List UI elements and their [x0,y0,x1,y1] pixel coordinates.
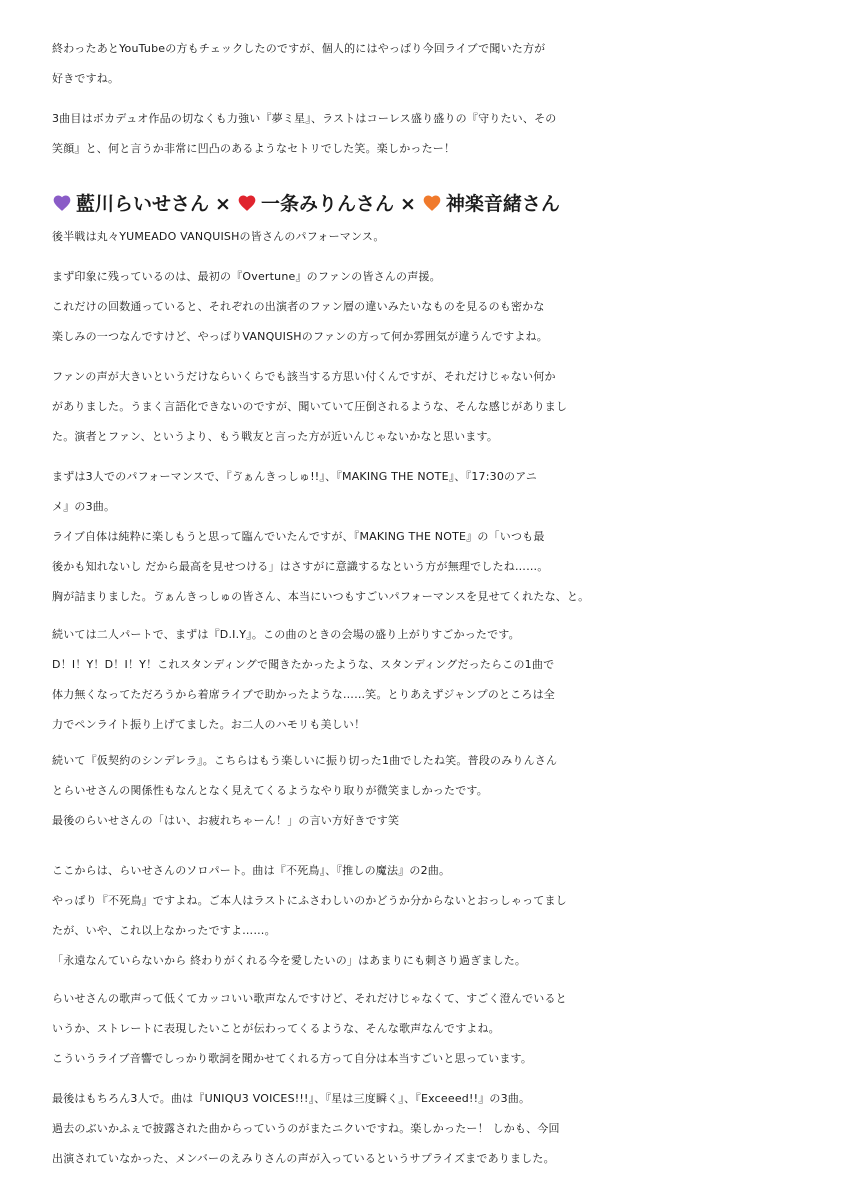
text-line: 楽しみの一つなんですけど、やっぱりVANQUISHのファンの方って何か雰囲気が違うんですよね。 [52,330,548,343]
paragraph-voice [52,984,812,1074]
separator: × [215,193,231,215]
text-line: 好きですね。 [52,72,120,85]
text-line: やっぱり『不死鳥』ですよね。ご本人はラストにふさわしいのかどうか分からないとおっしゃってまし [52,894,567,907]
paragraph-finale [52,1084,812,1174]
text-line: とらいせさんの関係性もなんとなく見えてくるようなやり取りが微笑ましかったです。 [52,784,488,797]
text-line: 3曲目はボカデュオ作品の切なくも力強い『夢ミ星』、ラストはコーレス盛り盛りの『守りたい、その [52,112,557,125]
orange-heart-icon [422,193,442,213]
text-line: がありました。うまく言語化できないのですが、聞いていて圧倒されるような、そんな感じがありまし [52,400,568,413]
performer-name: 一条みりんさん [260,193,394,215]
text-line: いうか、ストレートに表現したいことが伝わってくるような、そんな歌声なんですよね。 [52,1022,500,1035]
paragraph-setlist-end [52,104,812,164]
text-line: まずは3人でのパフォーマンスで、『ゔぁんきっしゅ!!』、『MAKING THE NOTE』、『17:30のアニ [52,470,538,483]
paragraph-fans [52,362,812,452]
text-line: 出演されていなかった、メンバーのえみりさんの声が入っているというサプライズまでありました。 [52,1152,555,1165]
text-line: D！I！Y！D！I！Y！これスタンディングで聞きたかったような、スタンディングだったらこの1曲で [52,658,555,671]
text-line: まず印象に残っているのは、最初の『Overtune』のファンの皆さんの声援。 [52,270,441,283]
text-line: 力でペンライト振り上げてました。お二人のハモリも美しい！ [52,718,366,731]
text-line: 最後はもちろん3人で。曲は『UNIQU3 VOICES!!!』、『星は三度瞬く』、『Exceeed!!』の3曲。 [52,1092,531,1105]
text-line: 「永遠なんていらないから 終わりがくれる今を愛したいの」はあまりにも刺さり過ぎました。 [52,954,527,967]
text-line: ライブ自体は純粋に楽しもうと思って臨んでいたんですが、『MAKING THE NOTE』の「いつも最 [52,530,545,543]
text-line: 続いては二人パートで、まずは『D.I.Y』。この曲のときの会場の盛り上がりすごかったです。 [52,628,520,641]
paragraph-second-half [52,222,812,252]
text-line: 胸が詰まりました。ゔぁんきっしゅの皆さん、本当にいつもすごいパフォーマンスを見せてくれたな、と。 [52,590,590,603]
text-line: 笑顔』と、何と言うか非常に凹凸のあるようなセトリでした笑。楽しかったー！ [52,142,456,155]
performers-heading [52,188,560,220]
paragraph-cinderella [52,746,812,836]
text-line: メ』の3曲。 [52,500,116,513]
paragraph-solo [52,856,812,976]
text-line: 後かも知れないし だから最高を見せつける」はさすがに意識するなという方が無理でしたね……。 [52,560,549,573]
text-line: 終わったあとYouTubeの方もチェックしたのですが、個人的にはやっぱり今回ライブで聞いた方が [52,42,546,55]
performer-name: 神楽音緒さん [445,193,560,215]
text-line: 最後のらいせさんの「はい、お疲れちゃーん！」の言い方好きです笑 [52,814,400,827]
text-line: らいせさんの歌声って低くてカッコいい歌声なんですけど、それだけじゃなくて、すごく澄んでいると [52,992,567,1005]
paragraph-three-songs [52,462,812,612]
text-line: これだけの回数通っていると、それぞれの出演者のファン層の違いみたいなものを見るのも密かな [52,300,545,313]
text-line: 続いて『仮契約のシンデレラ』。こちらはもう楽しいに振り切った1曲でしたね笑。普段のみりんさん [52,754,558,767]
separator: × [399,193,416,215]
text-line: 過去のぶいかふぇで披露された曲からっていうのがまたニクいですね。楽しかったー！ しかも、今回 [52,1122,560,1135]
performer-name: 藍川らいせさん [76,193,210,215]
text-line: ここからは、らいせさんのソロパート。曲は『不死鳥』、『推しの魔法』の2曲。 [52,864,451,877]
text-line: ファンの声が大きいというだけならいくらでも該当する方思い付くんですが、それだけじゃない何か [52,370,556,383]
text-line: たが、いや、これ以上なかったですよ……。 [52,924,276,937]
red-heart-icon [237,193,257,213]
paragraph-youtube [52,34,812,94]
paragraph-diy [52,620,812,740]
text-line: こういうライブ音響でしっかり歌詞を聞かせてくれる方って自分は本当すごいと思っています。 [52,1052,533,1065]
purple-heart-icon [52,193,72,213]
text-line: た。演者とファン、というより、もう戦友と言った方が近いんじゃないかなと思います。 [52,430,499,443]
text-line: 後半戦は丸々YUMEADO VANQUISHの皆さんのパフォーマンス。 [52,230,385,243]
paragraph-overtune [52,262,812,352]
text-line: 体力無くなってただろうから着席ライブで助かったような……笑。とりあえずジャンプのところは全 [52,688,556,701]
